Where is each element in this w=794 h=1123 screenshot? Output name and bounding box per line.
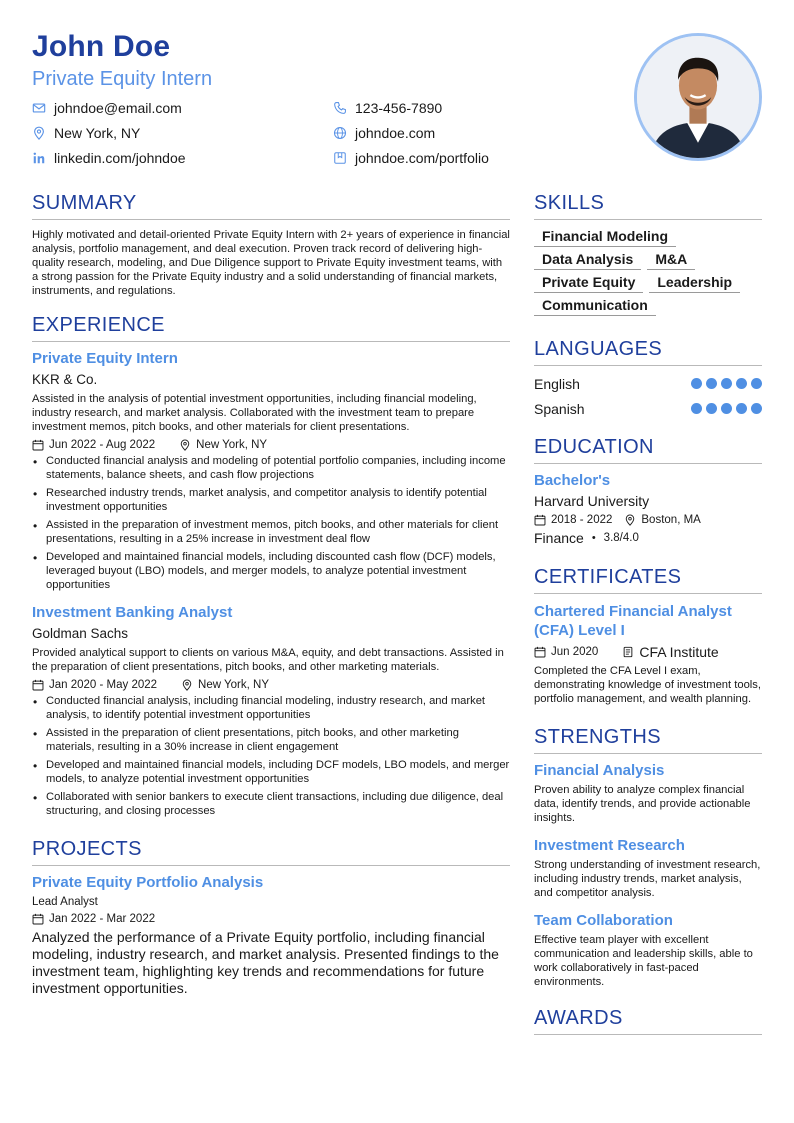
job-dates: Jun 2022 - Aug 2022 (49, 439, 156, 451)
language-name: Spanish (534, 400, 585, 417)
language-name: English (534, 375, 580, 392)
contact-email[interactable] (32, 100, 182, 116)
job-dates: Jan 2020 - May 2022 (49, 679, 158, 691)
resume-title: Private Equity Intern (32, 68, 213, 90)
strength-description: Strong understanding of investment research, including industry trends, market analysis, and competitor analysis. (534, 859, 761, 899)
left-column (32, 192, 510, 997)
contact-portfolio[interactable] (333, 150, 489, 166)
languages-heading: LANGUAGES (534, 338, 762, 366)
job-location: New York, NY (198, 679, 269, 691)
proficiency-dot (706, 378, 717, 389)
proficiency-dot (736, 403, 747, 414)
bullet-item: • Developed and maintained financial models, including DCF models, LBO models, and merger models, to analyze potential investment opportunities (32, 758, 510, 786)
calendar-icon (534, 646, 546, 658)
bullet-item: • Conducted financial analysis, including financial modeling, industry research, and market analysis, to identify potential investment opportunities (32, 694, 510, 722)
proficiency-dot (751, 403, 762, 414)
linkedin-icon (32, 151, 46, 165)
certificate-description: Completed the CFA Level I exam, demonstrating knowledge of investment tools, portfolio management, and wealth planning. (534, 665, 761, 705)
job-meta (32, 679, 510, 691)
education-heading: EDUCATION (534, 436, 762, 464)
certificate-title: Chartered Financial Analyst (CFA) Level I (534, 603, 732, 639)
job-bullets (32, 694, 510, 818)
strength-title: Financial Analysis (534, 762, 665, 779)
bullet-item: • Conducted financial analysis and modeling of potential portfolio companies, including income statements, balance sheets, and cash flow projections (32, 454, 510, 482)
strength-title: Team Collaboration (534, 912, 673, 929)
location-icon (179, 439, 191, 451)
company-name: KKR & Co. (32, 372, 98, 387)
experience-item (32, 604, 510, 818)
awards-section (534, 1007, 762, 1035)
company-name: Goldman Sachs (32, 626, 129, 641)
proficiency-dot (751, 378, 762, 389)
strength-item (534, 912, 762, 989)
skill-tag: Financial Modeling (534, 228, 676, 247)
job-description: Assisted in the analysis of potential investment opportunities, including financial modeling, industry research, and market analysis. Collaborated with the investment team to prepare investment memos, pitch books, and other materials for client presentations. (32, 393, 477, 433)
certificate-meta (534, 644, 762, 660)
project-meta (32, 913, 510, 925)
portfolio-icon (333, 151, 347, 165)
job-meta (32, 439, 510, 451)
email-icon (32, 101, 46, 115)
strength-item (534, 762, 762, 825)
job-location: New York, NY (196, 439, 268, 451)
contact-website[interactable] (333, 125, 435, 141)
certificate-date: Jun 2020 (551, 646, 599, 658)
project-dates: Jan 2022 - Mar 2022 (49, 913, 156, 925)
contact-location (32, 125, 140, 141)
bullet-item: • Collaborated with senior bankers to execute client transactions, including due diligence, deal structuring, and closing processes (32, 790, 510, 818)
strength-description: Proven ability to analyze complex financial data, identify trends, and provide actionable insights. (534, 784, 751, 824)
location-text: New York, NY (54, 125, 141, 141)
language-level (687, 378, 762, 389)
job-title: Private Equity Intern (32, 350, 178, 367)
job-description: Provided analytical support to clients on various M&A, equity, and debt transactions. Assisted in the preparation of client presentations, pitch books, and other marketing materials. (32, 647, 504, 673)
skill-tag: Private Equity (534, 274, 643, 293)
proficiency-dot (706, 403, 717, 414)
email-text: johndoe@email.com (54, 100, 182, 116)
strength-description: Effective team player with excellent communication and leadership skills, able to work collaboratively in fast-paced environments. (534, 934, 753, 988)
gpa: 3.8/4.0 (603, 532, 639, 544)
portfolio-text: johndoe.com/portfolio (355, 150, 489, 166)
skill-tag: Leadership (649, 274, 740, 293)
education-section (534, 436, 762, 546)
language-row (534, 399, 762, 418)
certificates-heading: CERTIFICATES (534, 566, 762, 594)
linkedin-text: linkedin.com/johndoe (54, 150, 186, 166)
job-title: Investment Banking Analyst (32, 604, 233, 621)
experience-section (32, 314, 510, 818)
certificates-section (534, 566, 762, 706)
project-item (32, 874, 510, 997)
proficiency-dot (691, 403, 702, 414)
education-location: Boston, MA (641, 514, 701, 526)
field-of-study: Finance (534, 530, 584, 546)
bullet-item: • Developed and maintained financial models, including discounted cash flow (DCF) models, leveraged buyout (LBO) models, and merger models, to analyze potential investment opportunities (32, 550, 510, 592)
summary-text: Highly motivated and detail-oriented Private Equity Intern with 2+ years of experience in financial analysis, portfolio management, and deal execution. Proven track record of delivering high-quality research, modeling, and Due Diligence support to Private Equity investment teams, with a strong passion for the Private Equity industry and a solid understanding of financial markets, instruments, and regulations. (32, 229, 510, 297)
proficiency-dot (721, 378, 732, 389)
skill-tag: Communication (534, 297, 656, 316)
skill-tag: Data Analysis (534, 251, 641, 270)
project-description: Analyzed the performance of a Private Equity portfolio, including financial modeling, industry research, and market analysis. Presented findings to the investment team, highlighting key trends and recommendations for future investment opportunities. (32, 929, 499, 996)
strength-title: Investment Research (534, 837, 685, 854)
job-bullets (32, 454, 510, 592)
education-dates: 2018 - 2022 (551, 514, 613, 526)
skills-list (534, 228, 762, 320)
awards-heading: AWARDS (534, 1007, 762, 1035)
calendar-icon (32, 439, 44, 451)
degree: Bachelor's (534, 472, 611, 489)
skills-section (534, 192, 762, 320)
strengths-heading: STRENGTHS (534, 726, 762, 754)
skills-heading: SKILLS (534, 192, 762, 220)
education-meta (534, 514, 762, 526)
skill-tag: M&A (647, 251, 695, 270)
profile-photo (634, 33, 762, 161)
projects-section (32, 838, 510, 997)
calendar-icon (32, 913, 44, 925)
location-icon (181, 679, 193, 691)
language-row (534, 374, 762, 393)
calendar-icon (32, 679, 44, 691)
phone-icon (333, 101, 347, 115)
proficiency-dot (691, 378, 702, 389)
summary-section (32, 192, 510, 298)
experience-item (32, 350, 510, 592)
calendar-icon (534, 514, 546, 526)
school-name: Harvard University (534, 493, 650, 509)
phone-text: 123-456-7890 (355, 100, 443, 116)
strength-item (534, 837, 762, 900)
contact-phone[interactable] (333, 100, 442, 116)
right-column (534, 192, 762, 1043)
location-icon (624, 514, 636, 526)
bullet-item: • Assisted in the preparation of investment memos, pitch books, and other materials for client presentations, resulting in a 25% increase in investment deal flow (32, 518, 510, 546)
proficiency-dot (736, 378, 747, 389)
experience-heading: EXPERIENCE (32, 314, 510, 342)
location-icon (32, 126, 46, 140)
project-title: Private Equity Portfolio Analysis (32, 874, 264, 891)
projects-heading: PROJECTS (32, 838, 510, 866)
globe-icon (333, 126, 347, 140)
bullet-item: • Assisted in the preparation of client presentations, pitch books, and other marketing materials, resulting in a 30% increase in client engagement (32, 726, 510, 754)
bullet-item: • Researched industry trends, market analysis, and competitor analysis to identify potential investment opportunities (32, 486, 510, 514)
summary-heading: SUMMARY (32, 192, 510, 220)
proficiency-dot (721, 403, 732, 414)
education-field: Finance • 3.8/4.0 (534, 530, 639, 546)
person-avatar-icon (637, 36, 759, 158)
contact-linkedin[interactable] (32, 150, 186, 166)
languages-section (534, 338, 762, 418)
certificate-issuer: CFA Institute (639, 644, 719, 660)
institution-icon (622, 646, 634, 658)
project-role: Lead Analyst (32, 896, 98, 908)
resume-name: John Doe (32, 30, 171, 63)
strengths-section (534, 726, 762, 989)
website-text: johndoe.com (355, 125, 436, 141)
language-level (687, 403, 762, 414)
